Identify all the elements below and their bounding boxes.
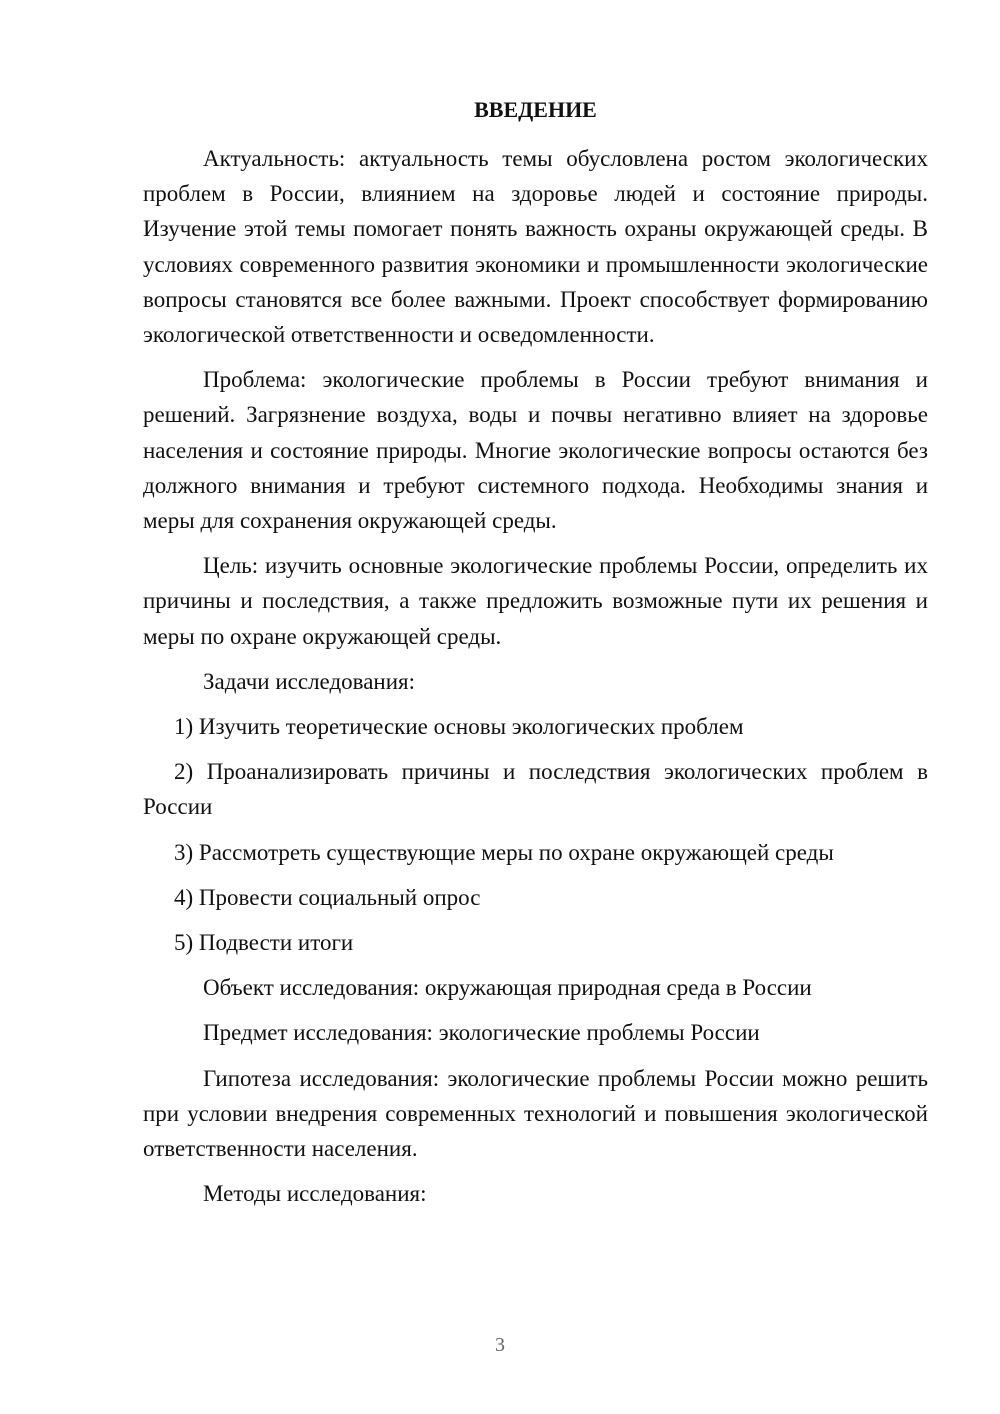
task-item-2: 2) Проанализировать причины и последствия экологических проблем в России — [143, 759, 928, 820]
task-item-1: 1) Изучить теоретические основы экологических проблем — [174, 714, 744, 740]
page-number: 3 — [495, 1334, 505, 1356]
section-title: ВВЕДЕНИЕ — [474, 97, 597, 122]
tasks-heading: Задачи исследования: — [203, 668, 416, 694]
object-paragraph: Объект исследования: окружающая природная среда в России — [203, 975, 812, 1001]
relevance-paragraph: Актуальность: актуальность темы обусловлена ростом экологических проблем в России, влиянием на здоровье людей и состояние природы. Изучение этой темы помогает понять важность охраны окружающей среды. В условиях современного развития экономики и промышленности экологические вопросы становятся все более важными. Проект способствует формированию экологической ответственности и осведомленности. — [143, 146, 928, 348]
goal-paragraph: Цель: изучить основные экологические проблемы России, определить их причины и последствия, а также предложить возможные пути их решения и меры по охране окружающей среды. — [143, 553, 928, 649]
methods-heading: Методы исследования: — [203, 1181, 427, 1207]
task-item-3: 3) Рассмотреть существующие меры по охране окружающей среды — [174, 839, 834, 865]
task-item-5: 5) Подвести итоги — [174, 930, 354, 956]
problem-paragraph: Проблема: экологические проблемы в России требуют внимания и решений. Загрязнение воздуха, воды и почвы негативно влияет на здоровье населения и состояние природы. Многие экологические вопросы остаются без должного внимания и требуют системного подхода. Необходимы знания и меры для сохранения окружающей среды. — [143, 367, 928, 534]
subject-paragraph: Предмет исследования: экологические проблемы России — [203, 1020, 760, 1046]
hypothesis-paragraph: Гипотеза исследования: экологические проблемы России можно решить при условии внедрения современных технологий и повышения экологической ответственности населения. — [143, 1065, 928, 1162]
task-item-4: 4) Провести социальный опрос — [174, 884, 481, 910]
page-content — [143, 92, 928, 1221]
